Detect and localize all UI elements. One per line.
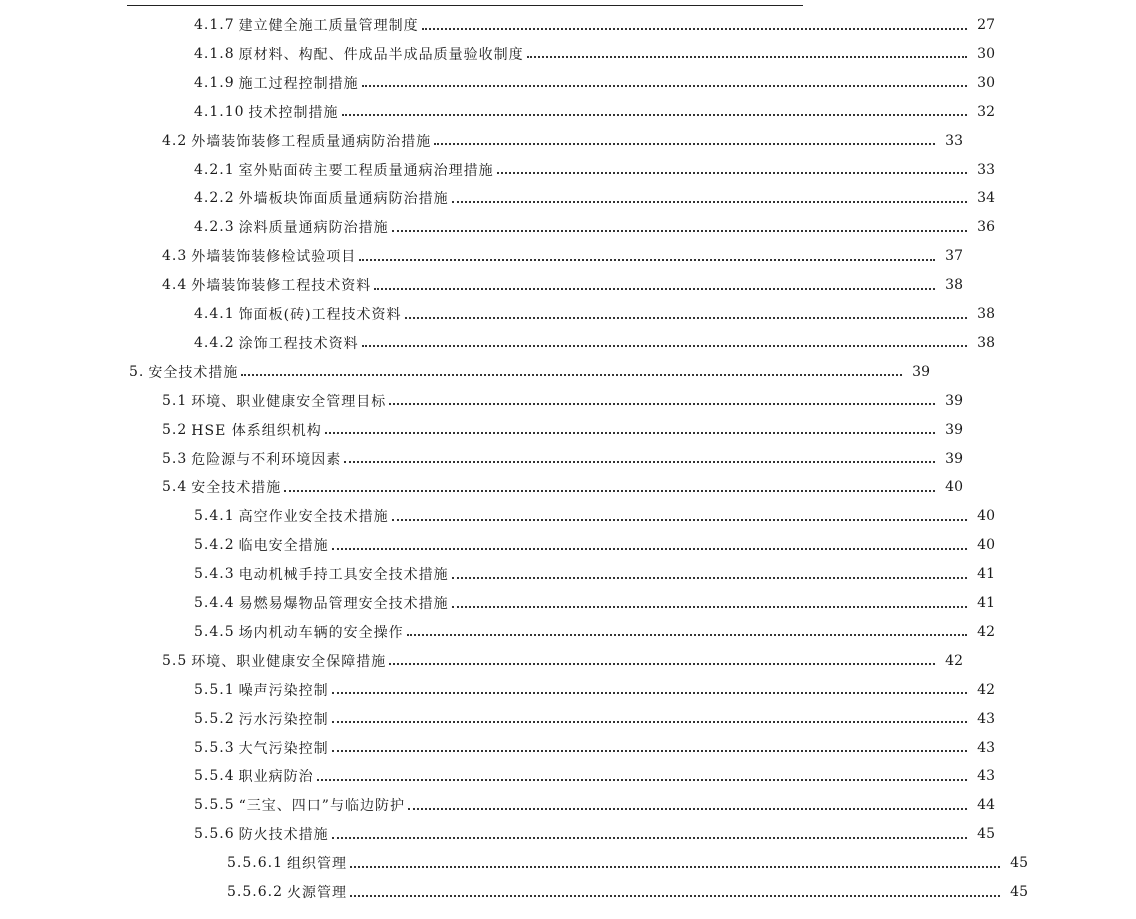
toc-dot-leader (284, 489, 935, 492)
toc-entry-title: HSE 体系组织机构 (191, 422, 322, 439)
toc-entry-number: 4.1.9 (194, 74, 235, 91)
toc-entry-page: 38 (977, 334, 995, 351)
toc-entry-page: 39 (945, 450, 963, 467)
toc-entry[interactable] (0, 505, 1103, 527)
toc-dot-leader (359, 258, 935, 261)
toc-entry-title: 临电安全措施 (238, 538, 329, 555)
toc-entry-number: 5.4.1 (194, 508, 235, 525)
toc-entry-number: 5.5.5 (194, 797, 235, 814)
toc-entry-page: 39 (945, 392, 963, 409)
toc-entry[interactable] (0, 159, 1103, 181)
toc-entry-page: 43 (977, 739, 995, 756)
toc-entry-title: 大气污染控制 (238, 740, 329, 757)
toc-entry-title: “三宝、四口”与临边防护 (238, 798, 405, 815)
toc-dot-leader (325, 431, 935, 434)
toc-entry-page: 32 (977, 103, 995, 120)
toc-entry-page: 40 (977, 508, 995, 525)
toc-dot-leader (362, 344, 967, 347)
toc-entry-title: 职业病防治 (238, 769, 314, 786)
toc-entry-title: 外墙板块饰面质量通病防治措施 (238, 191, 449, 208)
toc-entry-number: 4.4.2 (194, 334, 235, 351)
toc-entry-page: 34 (977, 190, 995, 207)
toc-entry-page: 30 (977, 74, 995, 91)
toc-entry-title: 电动机械手持工具安全技术措施 (238, 567, 449, 584)
toc-entry-page: 45 (1010, 855, 1028, 872)
toc-entry-page: 41 (977, 566, 995, 583)
toc-entry-number: 5.5.6 (194, 826, 235, 843)
toc-entry-title: 涂饰工程技术资料 (238, 335, 359, 352)
toc-entry-number: 4.2.1 (194, 161, 235, 178)
toc-entry-title: 组织管理 (286, 856, 347, 873)
toc-dot-leader (241, 373, 902, 376)
toc-entry[interactable] (0, 765, 1103, 787)
toc-entry[interactable] (0, 390, 1071, 412)
toc-entry-title: 安全技术措施 (191, 480, 282, 497)
toc-dot-leader (350, 894, 1000, 897)
toc-entry[interactable] (0, 476, 1071, 498)
toc-entry-title: 污水污染控制 (238, 711, 329, 728)
toc-dot-leader (408, 807, 967, 810)
toc-entry-page: 45 (1010, 884, 1028, 900)
toc-dot-leader (452, 605, 967, 608)
toc-dot-leader (317, 778, 967, 781)
toc-entry-page: 33 (945, 132, 963, 149)
toc-entry-number: 4.2.2 (194, 190, 235, 207)
toc-entry[interactable] (0, 592, 1103, 614)
toc-entry[interactable] (0, 130, 1071, 152)
toc-entry-number: 5.1 (162, 392, 188, 409)
toc-entry-title: 施工过程控制措施 (238, 75, 359, 92)
toc-entry[interactable] (0, 216, 1103, 238)
toc-entry-number: 5.4 (162, 479, 188, 496)
toc-entry-title: 安全技术措施 (148, 364, 239, 381)
toc-dot-leader (350, 865, 1000, 868)
toc-entry-number: 4.4.1 (194, 306, 235, 322)
toc-entry-number: 5.4.3 (194, 566, 235, 583)
toc-entry-page: 37 (945, 248, 963, 265)
toc-entry-title: 外墙装饰装修检试验项目 (191, 249, 357, 266)
toc-entry-number: 5.2 (162, 421, 188, 438)
toc-entry-page: 42 (945, 652, 963, 669)
toc-entry[interactable] (0, 679, 1103, 701)
toc-dot-leader (405, 316, 967, 319)
toc-entry-page: 38 (977, 306, 995, 322)
toc-entry-title: 外墙装饰装修工程质量通病防治措施 (191, 133, 432, 150)
toc-dot-leader (497, 171, 967, 174)
toc-entry-page: 39 (945, 421, 963, 438)
toc-entry[interactable] (0, 448, 1071, 470)
toc-dot-leader (342, 113, 967, 116)
toc-entry-title: 饰面板(砖)工程技术资料 (238, 307, 402, 323)
toc-dot-leader (422, 27, 967, 30)
toc-dot-leader (452, 576, 967, 579)
toc-entry[interactable] (0, 534, 1103, 556)
toc-entry-title: 涂料质量通病防治措施 (238, 220, 389, 237)
toc-entry[interactable] (0, 708, 1103, 730)
toc-entry-page: 44 (977, 797, 995, 814)
toc-entry[interactable] (0, 650, 1071, 672)
toc-dot-leader (344, 460, 935, 463)
toc-entry-page: 38 (945, 277, 963, 294)
toc-entry-number: 5.5.3 (194, 739, 235, 756)
toc-entry-number: 4.4 (162, 277, 188, 294)
toc-dot-leader (374, 287, 935, 290)
toc-entry-page: 43 (977, 710, 995, 727)
toc-entry[interactable] (0, 245, 1071, 267)
toc-dot-leader (332, 691, 967, 694)
toc-entry[interactable] (0, 737, 1103, 759)
toc-entry-page: 27 (977, 17, 995, 33)
toc-entry-page: 39 (912, 363, 930, 380)
toc-entry-page: 42 (977, 623, 995, 640)
toc-entry[interactable] (0, 332, 1103, 354)
toc-entry-number: 5.5.2 (194, 710, 235, 727)
toc-entry-number: 5.3 (162, 450, 188, 467)
toc-entry-title: 环境、职业健康安全管理目标 (191, 393, 387, 410)
toc-entry-number: 5.5.6.1 (227, 855, 283, 872)
toc-entry-page: 36 (977, 219, 995, 236)
toc-entry-number: 5.5.1 (194, 681, 235, 698)
toc-dot-leader (392, 229, 967, 232)
toc-entry-number: 5.4.2 (194, 537, 235, 554)
toc-entry-page: 40 (977, 537, 995, 554)
toc-entry-page: 43 (977, 768, 995, 785)
toc-entry-title: 室外贴面砖主要工程质量通病治理措施 (238, 162, 494, 179)
toc-entry-page: 33 (977, 161, 995, 178)
toc-entry-title: 技术控制措施 (248, 104, 339, 121)
toc-entry-number: 4.1.7 (194, 17, 235, 33)
toc-entry-number: 5.4.4 (194, 595, 235, 611)
toc-entry-number: 4.2.3 (194, 219, 235, 236)
toc-dot-leader (332, 836, 967, 839)
toc-entry[interactable] (0, 14, 1103, 36)
toc-entry[interactable] (0, 361, 1038, 383)
toc-entry-number: 5. (129, 363, 145, 380)
toc-entry[interactable] (0, 823, 1103, 845)
toc-entry[interactable] (0, 187, 1103, 209)
toc-entry-page: 30 (977, 45, 995, 62)
toc-entry-number: 5.5.4 (194, 768, 235, 785)
toc-dot-leader (389, 662, 935, 665)
toc-entry-number: 4.1.8 (194, 45, 235, 62)
toc-entry-number: 5.5.6.2 (227, 884, 283, 900)
toc-entry[interactable] (0, 852, 1136, 874)
toc-entry-title: 危险源与不利环境因素 (191, 451, 342, 468)
toc-entry-title: 原材料、构配、件成品半成品质量验收制度 (238, 46, 524, 63)
toc-entry-page: 40 (945, 479, 963, 496)
toc-dot-leader (407, 633, 967, 636)
toc-dot-leader (434, 142, 935, 145)
toc-entry[interactable] (0, 794, 1103, 816)
toc-entry-number: 4.3 (162, 248, 188, 265)
toc-entry-number: 5.5 (162, 652, 188, 669)
toc-dot-leader (452, 200, 967, 203)
toc-entry-title: 火源管理 (286, 885, 347, 901)
toc-dot-leader (392, 518, 967, 521)
toc-dot-leader (332, 749, 967, 752)
toc-entry-title: 外墙装饰装修工程技术资料 (191, 278, 372, 295)
toc-entry-title: 场内机动车辆的安全操作 (238, 624, 404, 641)
toc-entry[interactable] (0, 881, 1136, 903)
toc-entry-page: 42 (977, 681, 995, 698)
toc-dot-leader (332, 720, 967, 723)
toc-dot-leader (332, 547, 967, 550)
toc-entry[interactable] (0, 72, 1103, 94)
toc-entry-title: 环境、职业健康安全保障措施 (191, 653, 387, 670)
toc-entry-title: 噪声污染控制 (238, 682, 329, 699)
toc-entry-page: 41 (977, 595, 995, 611)
toc-entry-title: 建立健全施工质量管理制度 (238, 18, 419, 34)
toc-dot-leader (527, 55, 967, 58)
toc-entry-title: 高空作业安全技术措施 (238, 509, 389, 526)
toc-entry-number: 4.2 (162, 132, 188, 149)
toc-entry-title: 易燃易爆物品管理安全技术措施 (238, 596, 449, 612)
toc-dot-leader (362, 84, 967, 87)
toc-entry-number: 5.4.5 (194, 623, 235, 640)
toc-entry-title: 防火技术措施 (238, 827, 329, 844)
toc-entry[interactable] (0, 274, 1071, 296)
toc-entry[interactable] (0, 563, 1103, 585)
toc-dot-leader (389, 402, 935, 405)
toc-entry[interactable] (0, 621, 1103, 643)
toc-entry[interactable] (0, 101, 1103, 123)
toc-entry[interactable] (0, 43, 1103, 65)
toc-entry-number: 4.1.10 (194, 103, 245, 120)
toc-entry[interactable] (0, 303, 1103, 325)
toc-entry[interactable] (0, 419, 1071, 441)
toc-entry-page: 45 (977, 826, 995, 843)
